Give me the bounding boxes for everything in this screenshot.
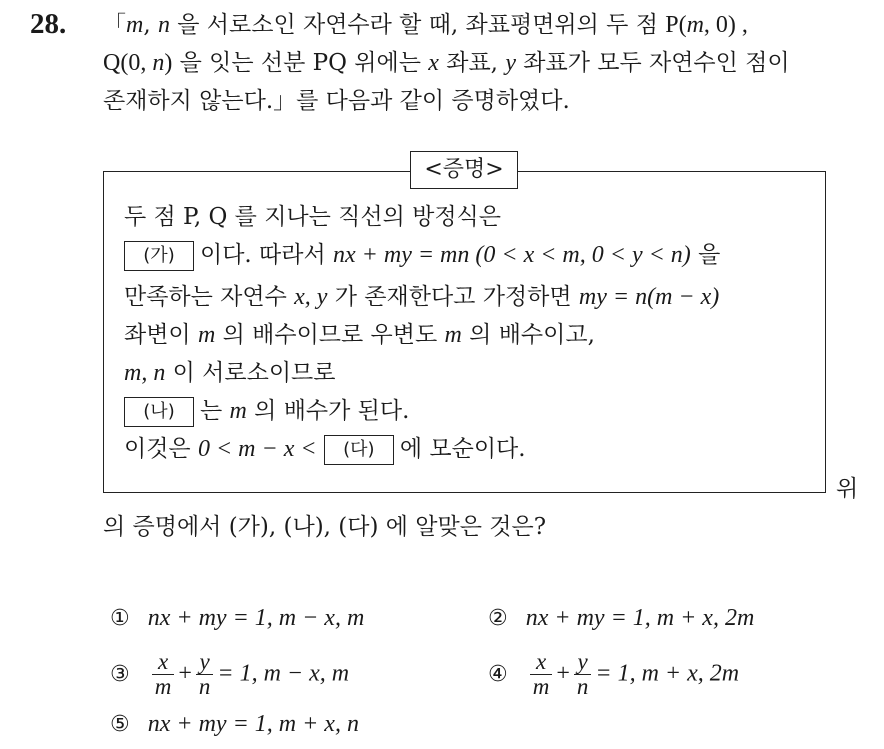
denominator: m [532, 674, 550, 699]
comma: , [143, 12, 158, 38]
question-line-2 [103, 46, 790, 80]
var-m: m [444, 322, 462, 348]
proof-line-2 [124, 238, 720, 272]
trailing-text: 위 [836, 476, 859, 502]
choice-2[interactable] [488, 598, 754, 639]
proof-text: 에 모순이다. [399, 436, 526, 462]
choice-number: ③ [110, 661, 130, 687]
proof-text: 가 존재한다고 가정하면 [327, 284, 579, 310]
proof-math: x, y [294, 284, 328, 310]
choice-number: ⑤ [110, 712, 130, 737]
numerator: x [530, 650, 553, 675]
question-number: 28. [30, 8, 67, 40]
plus-sign: + [178, 660, 192, 687]
proof-text: 만족하는 자연수 [124, 284, 295, 310]
point-p-tail: , 0) , [703, 12, 748, 38]
blank-b: (나) [124, 397, 194, 427]
denominator: m [154, 674, 172, 699]
proof-text: 좌변이 [124, 322, 198, 348]
proof-text: 의 배수가 된다. [246, 398, 410, 424]
question-line-3: 존재하지 않는다.」를 다음과 같이 증명하였다. [103, 88, 570, 114]
choice-expr: = 1, m + x, 2m [595, 660, 740, 687]
stem-text: 을 잇는 선분 PQ 위에는 [172, 50, 429, 76]
choice-1[interactable] [110, 598, 364, 639]
proof-line-5 [124, 356, 336, 390]
proof-math: 0 < m − x < [197, 436, 317, 462]
proof-math: m, n [124, 360, 166, 386]
plus-sign: + [556, 660, 570, 687]
fraction [574, 650, 592, 699]
numerator: y [574, 650, 592, 675]
point-q: Q(0, [103, 50, 153, 76]
open-bracket: 「 [103, 12, 126, 38]
proof-line-7 [124, 432, 526, 466]
choice-expr: nx + my = 1, m − x, m [147, 605, 365, 631]
fraction [530, 650, 553, 699]
choice-expr: = 1, m − x, m [217, 660, 350, 687]
paren: ) [164, 50, 173, 76]
choice-expr: nx + my = 1, m + x, n [147, 711, 359, 737]
question-line-1 [103, 8, 748, 42]
var-n: n [152, 50, 165, 76]
numerator: y [196, 650, 214, 675]
fraction [152, 650, 175, 699]
denominator: n [198, 674, 211, 699]
choice-number: ① [110, 606, 130, 631]
proof-text: 을 [690, 242, 721, 268]
choice-expr: nx + my = 1, m + x, 2m [525, 605, 755, 631]
point-p: P( [665, 12, 687, 38]
proof-text: 의 배수이고, [461, 322, 595, 348]
stem-text: 좌표가 모두 자연수인 점이 [515, 50, 790, 76]
fraction [196, 650, 214, 699]
stem-text: 좌표, [438, 50, 506, 76]
var-n: n [157, 12, 170, 38]
proof-text: 이다. 따라서 [200, 242, 334, 268]
proof-line-3 [124, 280, 719, 314]
choice-number: ② [488, 606, 508, 631]
proof-math: nx + my = mn (0 < x < m, 0 < y < n) [333, 242, 691, 268]
proof-text: 는 [200, 398, 230, 424]
var-m: m [229, 398, 247, 424]
var-m: m [686, 12, 704, 38]
proof-text: 의 배수이므로 우변도 [215, 322, 445, 348]
var-y: y [505, 50, 516, 76]
proof-text: 이 서로소이므로 [165, 360, 336, 386]
blank-a: (가) [124, 241, 194, 271]
proof-math: my = n(m − x) [578, 284, 720, 310]
question-prompt: 의 증명에서 (가), (나), (다) 에 알맞은 것은? [103, 514, 547, 540]
proof-line-6 [124, 394, 409, 428]
proof-line-1: 두 점 P, Q 를 지나는 직선의 방정식은 [124, 204, 501, 230]
choice-3[interactable] [110, 650, 349, 699]
blank-c: (다) [324, 435, 394, 465]
stem-text: 을 서로소인 자연수라 할 때, 좌표평면위의 두 점 [169, 12, 666, 38]
proof-line-4 [124, 318, 595, 352]
choice-4[interactable] [488, 650, 739, 699]
proof-title: <증명> [410, 151, 518, 189]
numerator: x [152, 650, 175, 675]
proof-text: 이것은 [124, 436, 198, 462]
denominator: n [576, 674, 589, 699]
var-m: m [197, 322, 216, 348]
choice-5[interactable] [110, 704, 359, 745]
var-x: x [428, 50, 439, 76]
var-m: m [126, 12, 144, 38]
choice-number: ④ [488, 661, 508, 687]
